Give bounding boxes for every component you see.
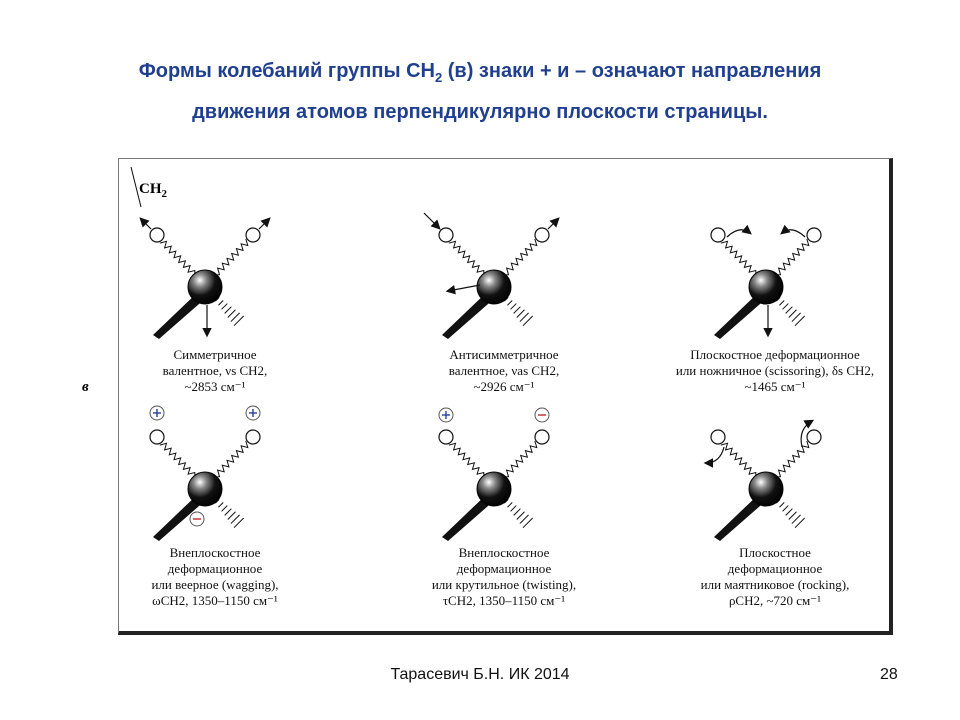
carbon-atom xyxy=(188,270,222,304)
hydrogen-atom xyxy=(807,430,821,444)
motion-arrow xyxy=(448,285,480,291)
motion-arrow xyxy=(548,219,558,229)
hydrogen-atom xyxy=(711,228,725,242)
bond-line xyxy=(721,443,756,477)
hashed-bond-line xyxy=(225,509,232,516)
hashed-bond-line xyxy=(228,512,236,520)
bond-line xyxy=(721,241,756,275)
row-label: в xyxy=(82,379,89,395)
motion-arrow xyxy=(259,219,269,229)
hydrogen-atom xyxy=(535,430,549,444)
title-line-1: Формы колебаний группы $CH_2$ (в) знаки + и – означают направления xyxy=(138,60,822,85)
bond-line xyxy=(160,241,195,275)
hydrogen-atom xyxy=(535,228,549,242)
caption-wagging: Внеплоскостное деформационное или веерное (wagging), ωCH2, 1350–1150 см⁻¹ xyxy=(151,545,279,608)
carbon-atom xyxy=(188,472,222,506)
caption-antisymmetric-stretch: Антисимметричное валентное, νas CH2, ~2926 см⁻¹ xyxy=(448,347,560,394)
hydrogen-atom xyxy=(246,228,260,242)
motion-arrow xyxy=(141,219,151,229)
hashed-bond-line xyxy=(511,304,517,310)
hashed-bond-line xyxy=(792,515,801,524)
slide-title xyxy=(0,54,960,129)
carbon-atom xyxy=(749,270,783,304)
hydrogen-atom xyxy=(807,228,821,242)
footer-author: Тарасевич Б.Н. ИК 2014 xyxy=(390,666,570,683)
hashed-bond-line xyxy=(511,506,517,512)
hashed-bond-line xyxy=(225,307,232,314)
group-label: $CH_2$ xyxy=(139,181,167,200)
hydrogen-atom xyxy=(439,430,453,444)
vibration-modes-figure xyxy=(82,158,893,635)
hashed-bond-line xyxy=(517,512,525,520)
hashed-bond-line xyxy=(520,515,529,524)
page-number: 28 xyxy=(880,666,898,683)
carbon-atom xyxy=(749,472,783,506)
bond-line xyxy=(776,441,809,477)
hydrogen-atom xyxy=(150,228,164,242)
motion-arrow xyxy=(706,447,724,463)
hashed-bond-line xyxy=(514,509,521,516)
hydrogen-atom xyxy=(150,430,164,444)
carbon-atom xyxy=(477,270,511,304)
hashed-bond-line xyxy=(507,300,512,305)
hashed-bond-line xyxy=(792,313,801,322)
hashed-bond-line xyxy=(786,307,793,314)
bond-line xyxy=(215,239,248,275)
hashed-bond-line xyxy=(517,310,525,318)
bond-line xyxy=(160,443,195,477)
title-line-2: движения атомов перпендикулярно плоскости страницы. xyxy=(192,101,768,123)
hashed-bond-line xyxy=(520,313,529,322)
hashed-bond-line xyxy=(231,515,240,524)
caption-twisting: Внеплоскостное деформационное или крутильное (twisting), τCH2, 1350–1150 см⁻¹ xyxy=(431,545,577,608)
motion-arrow xyxy=(782,230,805,237)
hashed-bond-line xyxy=(231,313,240,322)
hashed-bond-line xyxy=(222,506,228,512)
carbon-atom xyxy=(477,472,511,506)
hashed-bond-line xyxy=(218,300,223,305)
motion-arrow xyxy=(727,230,750,237)
caption-scissoring: Плоскостное деформационное или ножничное (scissoring), δs CH2, ~1465 см⁻¹ xyxy=(675,347,875,394)
bond-line xyxy=(504,239,537,275)
caption-rocking: Плоскостное деформационное или маятниковое (rocking), ρCH2, ~720 см⁻¹ xyxy=(700,545,850,608)
bond-line xyxy=(776,239,809,275)
bond-line xyxy=(449,443,484,477)
hashed-bond-line xyxy=(228,310,236,318)
hashed-bond-line xyxy=(789,310,797,318)
caption-symmetric-stretch: Симметричное валентное, νs CH2, ~2853 см⁻¹ xyxy=(162,347,268,394)
hashed-bond-line xyxy=(218,502,223,507)
hashed-bond-line xyxy=(783,304,789,310)
hashed-bond-line xyxy=(779,300,784,305)
bond-line xyxy=(215,441,248,477)
hashed-bond-line xyxy=(507,502,512,507)
hydrogen-atom xyxy=(246,430,260,444)
hashed-bond-line xyxy=(783,506,789,512)
label-pointer xyxy=(131,167,141,207)
hashed-bond-line xyxy=(786,509,793,516)
bond-line xyxy=(504,441,537,477)
motion-arrow xyxy=(424,213,439,228)
hydrogen-atom xyxy=(711,430,725,444)
bond-line xyxy=(449,241,484,275)
hashed-bond-line xyxy=(222,304,228,310)
hashed-bond-line xyxy=(514,307,521,314)
hashed-bond-line xyxy=(779,502,784,507)
hydrogen-atom xyxy=(439,228,453,242)
hashed-bond-line xyxy=(789,512,797,520)
